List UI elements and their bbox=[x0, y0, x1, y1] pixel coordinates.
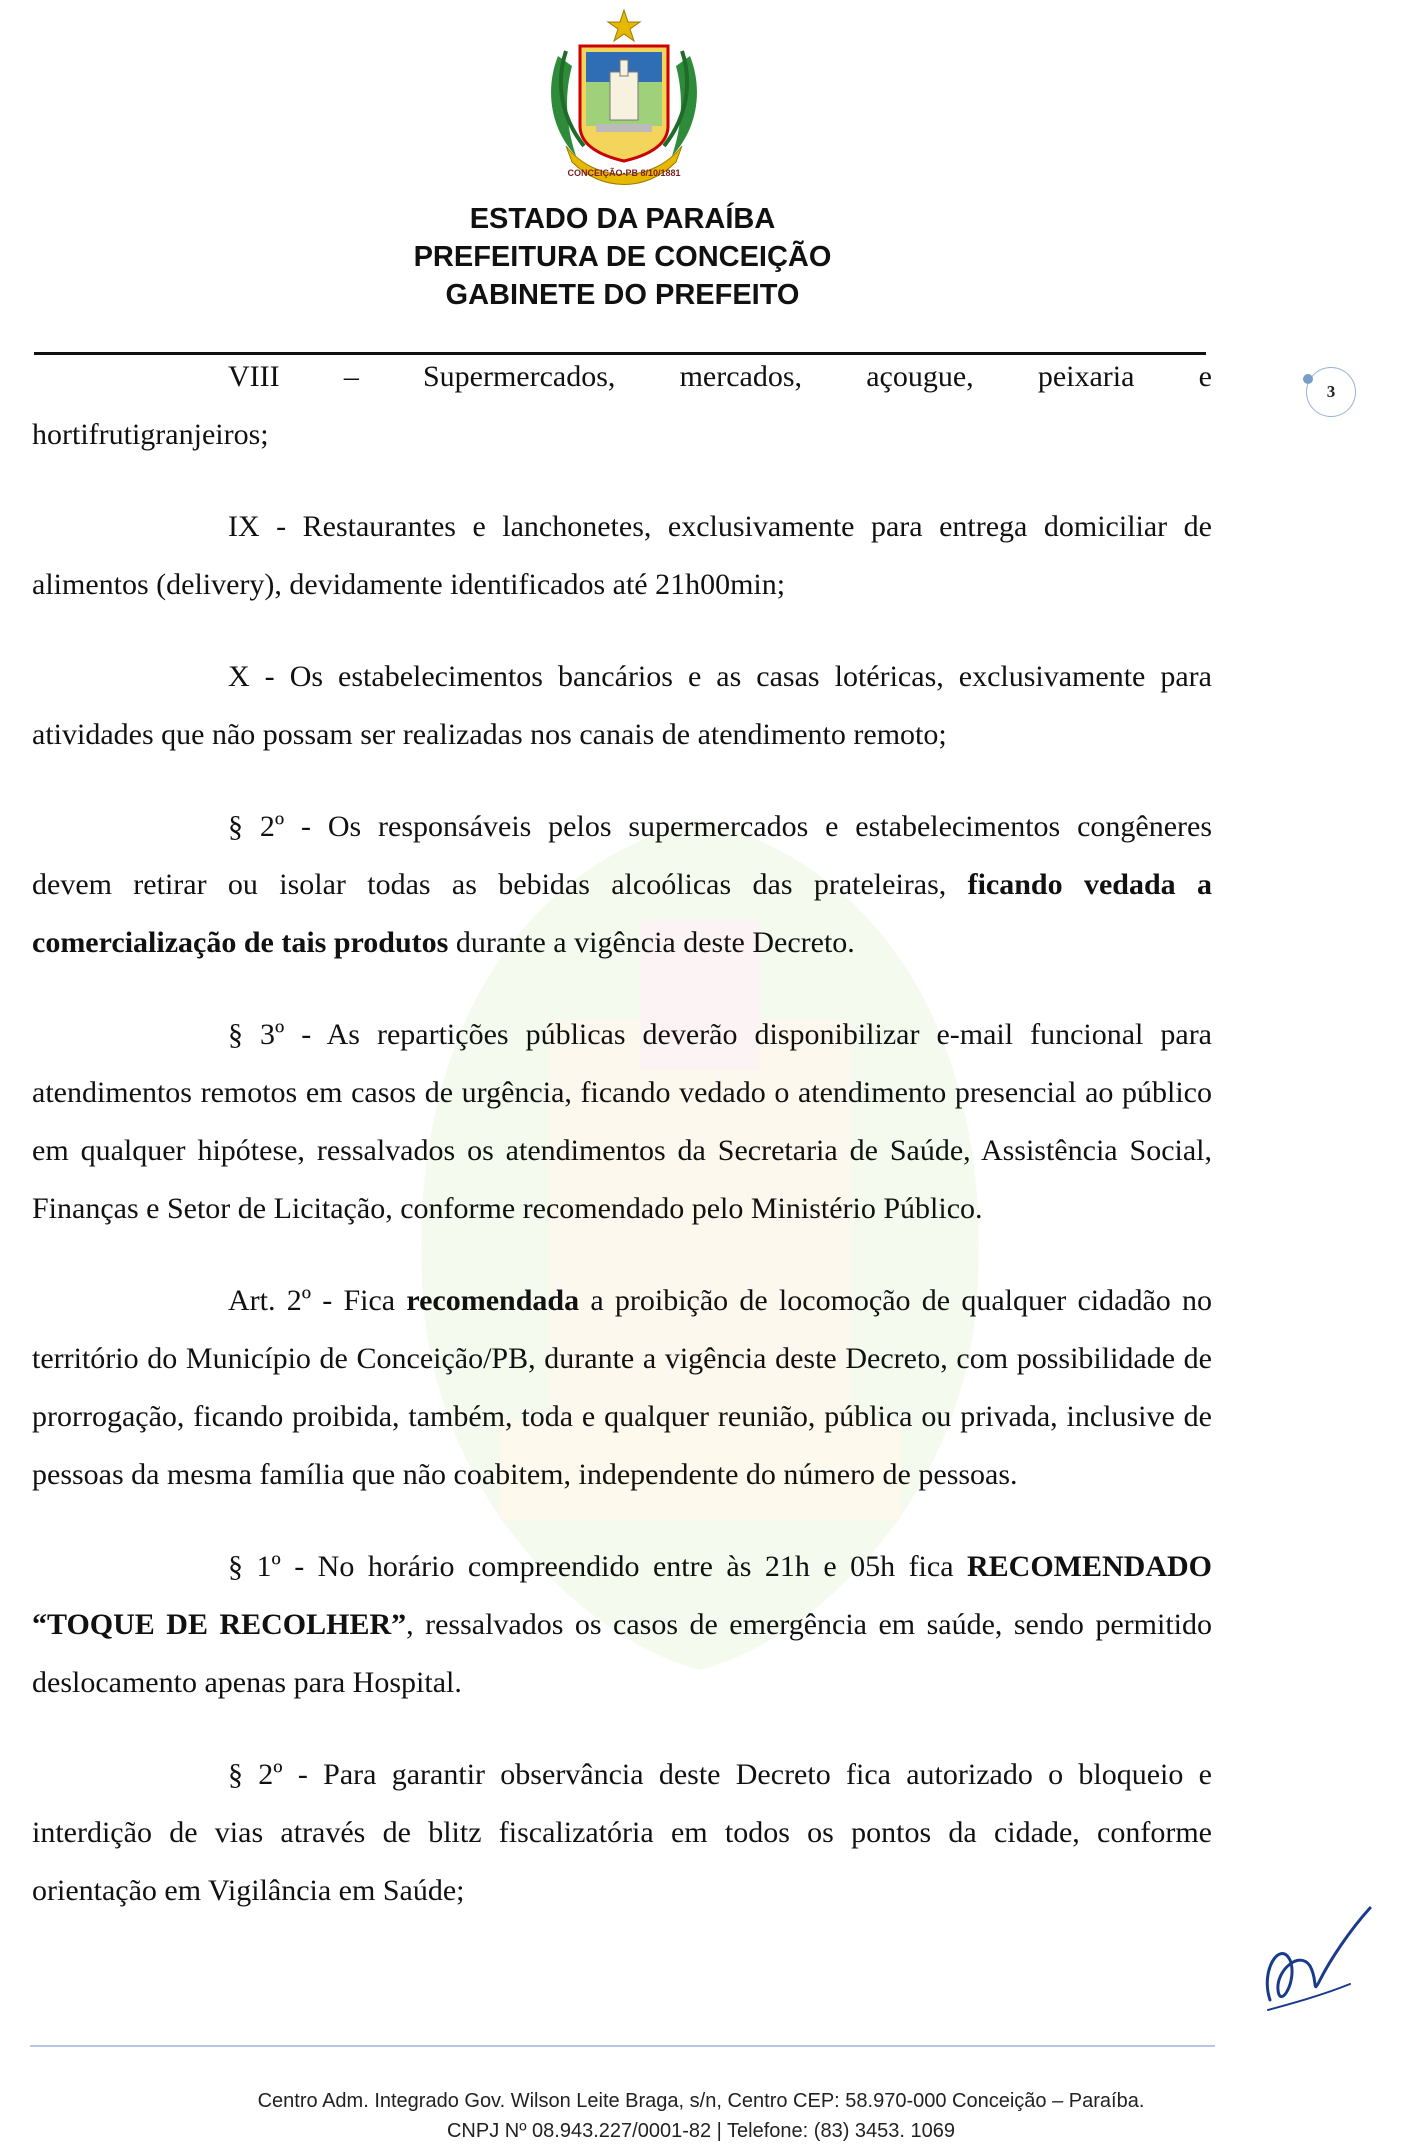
footer-contact: CNPJ Nº 08.943.227/0001-82 | Telefone: (83) 3453. 1069 bbox=[446, 2120, 956, 2142]
art2-paragraph-1 bbox=[32, 1538, 1212, 1712]
p2-bold: ficando vedada a comercialização de tais produtos bbox=[32, 868, 1212, 959]
header-prefecture: PREFEITURA DE CONCEIÇÃO bbox=[413, 241, 832, 273]
s1-text-2: , ressalvados os casos de emergência em saúde, sendo permitido deslocamento apenas para Hospital. bbox=[32, 1608, 1212, 1699]
art2-bold: recomendada bbox=[406, 1284, 580, 1317]
page-number: 3 bbox=[1326, 382, 1336, 401]
viii-word-2: – bbox=[343, 360, 359, 393]
page-number-badge bbox=[1306, 367, 1356, 417]
footer-divider bbox=[30, 2045, 1215, 2047]
item-ix: IX - Restaurantes e lanchonetes, exclusivamente para entrega domiciliar de alimentos (delivery), devidamente identificados até 21h00min; bbox=[32, 510, 1212, 601]
letterhead bbox=[0, 200, 1245, 314]
item-viii bbox=[32, 348, 1212, 464]
viii-word-5: açougue, bbox=[866, 360, 974, 393]
art2-text-2: a proibição de locomoção de qualquer cidadão no território do Município de Conceição/PB, durante a vigência deste Decreto, com possibilidade de prorrogação, ficando proibida, também, toda e qualquer reunião, pública ou privada, inclusive de pessoas da mesma família que não coabitem, independente do número de pessoas. bbox=[32, 1284, 1213, 1491]
s1-bold: RECOMENDADO “TOQUE DE RECOLHER” bbox=[32, 1550, 1212, 1641]
paragraph-3: § 3º - As repartições públicas deverão disponibilizar e-mail funcional para atendimentos remotos em casos de urgência, ficando vedado o atendimento presencial ao público em qualquer hipótese, ressalvados os atendimentos da Secretaria de Saúde, Assistência Social, Finanças e Setor de Licitação, conforme recomendado pelo Ministério Público. bbox=[32, 1018, 1212, 1225]
footer-address: Centro Adm. Integrado Gov. Wilson Leite Braga, s/n, Centro CEP: 58.970-000 Conceição – Paraíba. bbox=[257, 2090, 1145, 2112]
paragraph-2 bbox=[32, 798, 1212, 972]
viii-word-7: e bbox=[1198, 360, 1212, 393]
coat-of-arms-icon bbox=[536, 6, 712, 196]
viii-word-4: mercados, bbox=[679, 360, 803, 393]
p2-text-2: durante a vigência deste Decreto. bbox=[448, 926, 855, 959]
crest-ribbon-text: CONCEIÇÃO-PB 8/10/1881 bbox=[567, 168, 681, 178]
viii-word-1: VIII bbox=[228, 360, 280, 393]
header-office: GABINETE DO PREFEITO bbox=[445, 279, 800, 311]
header-state: ESTADO DA PARAÍBA bbox=[469, 203, 776, 235]
viii-continuation: hortifrutigranjeiros; bbox=[32, 418, 269, 451]
footer bbox=[0, 2086, 1402, 2146]
s1-text-1: § 1º - No horário compreendido entre às 21h e 05h fica bbox=[228, 1550, 967, 1583]
signature-icon bbox=[1250, 1900, 1380, 2030]
art2-text-1: Art. 2º - Fica bbox=[228, 1284, 407, 1317]
badge-dot-icon bbox=[1303, 374, 1313, 384]
viii-word-3: Supermercados, bbox=[422, 360, 616, 393]
viii-word-6: peixaria bbox=[1037, 360, 1135, 393]
item-x: X - Os estabelecimentos bancários e as casas lotéricas, exclusivamente para atividades que não possam ser realizadas nos canais de atendimento remoto; bbox=[32, 660, 1212, 751]
art2-paragraph-2: § 2º - Para garantir observância deste Decreto fica autorizado o bloqueio e interdição de vias através de blitz fiscalizatória em todos os pontos da cidade, conforme orientação em Vigilância em Saúde; bbox=[32, 1758, 1212, 1907]
article-2 bbox=[32, 1272, 1212, 1504]
document-body bbox=[32, 348, 1212, 1920]
p2-text-1: § 2º - Os responsáveis pelos supermercados e estabelecimentos congêneres devem retirar ou isolar todas as bebidas alcoólicas das prateleiras, bbox=[32, 810, 1212, 901]
